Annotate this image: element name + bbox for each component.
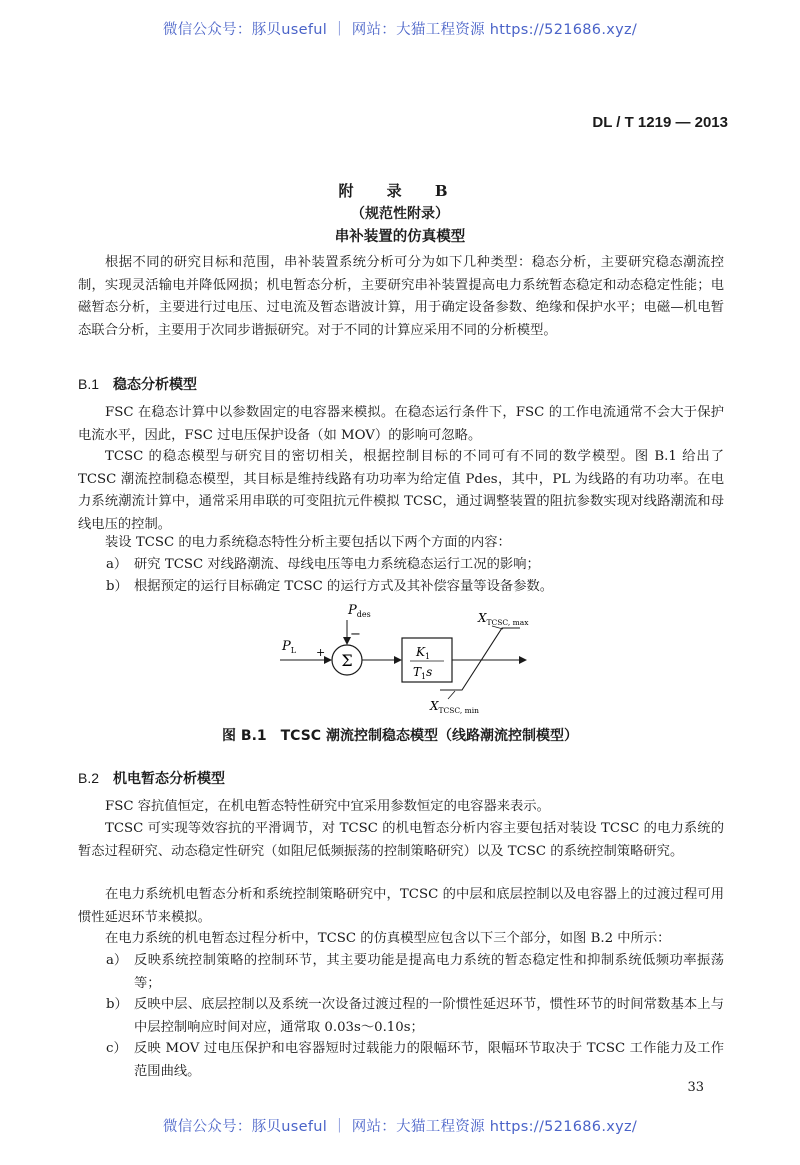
section-b2-title: 机电暂态分析模型	[113, 771, 226, 787]
list-text: 研究 TCSC 对线路潮流、母线电压等电力系统稳态运行工况的影响；	[134, 557, 540, 572]
b2-paragraph-4: 在电力系统的机电暂态过程分析中，TCSC 的仿真模型应包含以下三个部分，如图 B.2 中所示：	[105, 931, 671, 946]
section-b2-heading	[78, 768, 225, 788]
list-text: 根据预定的运行目标确定 TCSC 的运行方式及其补偿容量等设备参数。	[134, 579, 554, 594]
list-text: 反映中层、底层控制以及系统一次设备过渡过程的一阶惯性延迟环节，惯性环节的时间常数基本上与中层控制响应时间对应，通常取 0.03s～0.10s；	[134, 997, 724, 1035]
appendix-title: 附 录 B	[338, 182, 462, 200]
b2-paragraph-1: FSC 容抗值恒定，在机电暂态特性研究中宜采用参数恒定的电容器来表示。	[105, 799, 550, 814]
section-b1-heading	[78, 374, 197, 394]
block-numerator: $K_1$	[416, 645, 431, 661]
appendix-subtitle: （规范性附录）	[351, 206, 449, 222]
section-b1-number: B.1	[78, 376, 100, 392]
pl-label: $P_L$	[282, 639, 297, 655]
xmin-leader	[448, 691, 455, 699]
appendix-name: 串补装置的仿真模型	[334, 229, 466, 245]
block-denominator: $T_1s$	[413, 665, 433, 681]
standard-number: DL / T 1219 — 2013	[592, 114, 728, 131]
b1-paragraph-3: 装设 TCSC 的电力系统稳态特性分析主要包括以下两个方面的内容：	[105, 535, 511, 550]
list-label: b）	[106, 579, 128, 594]
figure-b1-caption: 图 B.1 TCSC 潮流控制稳态模型（线路潮流控制模型）	[222, 728, 578, 744]
figure-b1-diagram	[270, 598, 540, 716]
list-label: a）	[106, 953, 128, 968]
b2-paragraph-2: TCSC 可实现等效容抗的平滑调节，对 TCSC 的机电暂态分析内容主要包括对装设 TCSC 的电力系统的暂态过程研究、动态稳定性研究（如阻尼低频振荡的控制策略研究）以及 TCSC 的系统控制策略研究。	[78, 821, 724, 859]
list-text: 反映系统控制策略的控制环节，其主要功能是提高电力系统的暂态稳定性和抑制系统低频功率振荡等；	[134, 953, 724, 991]
b1-paragraph-2: TCSC 的稳态模型与研究目的密切相关，根据控制目标的不同可有不同的数学模型。图 B.1 给出了 TCSC 潮流控制稳态模型，其目标是维持线路有功功率为给定值 Pdes，其中，PL 为线路的有功功率。在电力系统潮流计算中，通常采用串联的可变阻抗元件模拟 TCSC，通过调整装置的阻抗参数实现对线路潮流和母线电压的控制。	[78, 449, 724, 532]
b2-paragraph-3: 在电力系统机电暂态分析和系统控制策略研究中，TCSC 的中层和底层控制以及电容器上的过渡过程可用惯性延迟环节来模拟。	[78, 887, 724, 925]
watermark-top: 微信公众号：豚贝useful ｜ 网站：大猫工程资源 https://521686.xyz/	[162, 22, 638, 38]
list-label: a）	[106, 557, 128, 572]
section-b1-title: 稳态分析模型	[113, 377, 198, 393]
page-number: 33	[687, 1080, 704, 1095]
pdes-label: $P_{des}$	[348, 603, 371, 619]
list-text: 反映 MOV 过电压保护和电容器短时过载能力的限幅环节，限幅环节取决于 TCSC 工作能力及工作范围曲线。	[134, 1041, 724, 1079]
list-label: c）	[106, 1041, 127, 1056]
section-b2-number: B.2	[78, 770, 100, 786]
xmin-label: $X_{TCSC, min}$	[430, 699, 480, 715]
xmax-label: $X_{TCSC, max}$	[478, 611, 529, 627]
watermark-bottom: 微信公众号：豚贝useful ｜ 网站：大猫工程资源 https://521686.xyz/	[162, 1119, 638, 1135]
plus-sign: +	[316, 646, 326, 659]
minus-sign: −	[350, 627, 361, 642]
sigma-symbol: Σ	[341, 651, 353, 670]
intro-paragraph: 根据不同的研究目标和范围，串补装置系统分析可分为如下几种类型：稳态分析，主要研究稳态潮流控制，实现灵活输电并降低网损；机电暂态分析，主要研究串补装置提高电力系统暂态稳定和动态稳定性能；电磁暂态分析，主要进行过电压、过电流及暂态谐波计算，用于确定设备参数、绝缘和保护水平；电磁—机电暂态联合分析，主要用于次同步谐振研究。对于不同的计算应采用不同的分析模型。	[78, 255, 724, 338]
b1-paragraph-1: FSC 在稳态计算中以参数固定的电容器来模拟。在稳态运行条件下，FSC 的工作电流通常不会大于保护电流水平，因此，FSC 过电压保护设备（如 MOV）的影响可忽略。	[78, 405, 724, 443]
list-label: b）	[106, 997, 128, 1012]
